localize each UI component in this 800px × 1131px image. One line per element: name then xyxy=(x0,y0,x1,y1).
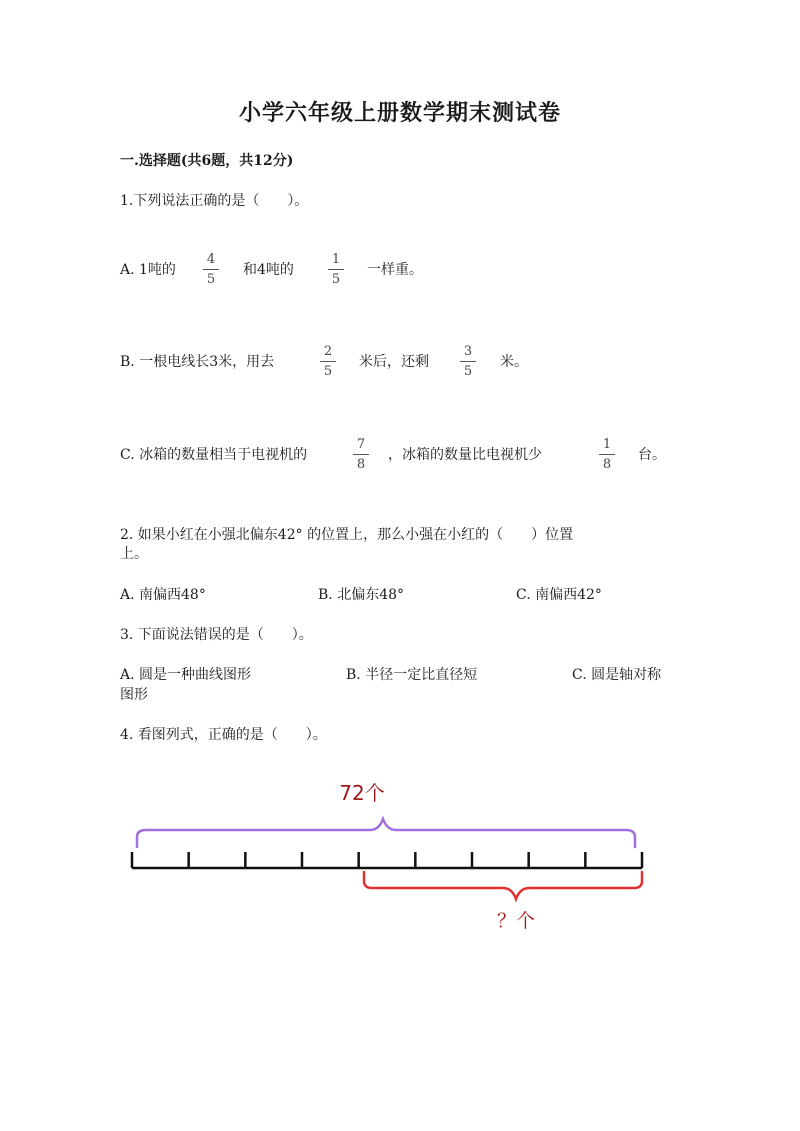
question-3-stem: 3. 下面说法错误的是（ ）。 xyxy=(120,627,313,643)
fraction-denominator: 5 xyxy=(323,364,333,379)
q1-option-c-text1: C. 冰箱的数量相当于电视机的 xyxy=(120,447,308,463)
q4-line-segment-figure xyxy=(120,770,660,940)
q1-option-b-text1: B. 一根电线长3米，用去 xyxy=(120,354,275,370)
fraction-denominator: 8 xyxy=(602,457,612,472)
fraction-numerator: 1 xyxy=(331,252,341,267)
fraction-denominator: 8 xyxy=(356,457,366,472)
q1-option-a-text2: 和4吨的 xyxy=(243,262,294,278)
page-title: 小学六年级上册数学期末测试卷 xyxy=(238,100,561,126)
fraction-denominator: 5 xyxy=(463,364,473,379)
q1-option-b-text2: 米后，还剩 xyxy=(359,354,429,370)
q1-option-c-fraction1 xyxy=(353,437,369,473)
q1-option-b-text3: 米。 xyxy=(500,354,528,370)
q1-option-a-text1: A. 1吨的 xyxy=(120,262,176,278)
question-2-stem-line1: 2. 如果小红在小强北偏东42° 的位置上，那么小强在小红的（ ）位置 xyxy=(120,527,574,543)
fraction-bar xyxy=(599,454,615,455)
fraction-bar xyxy=(353,454,369,455)
fraction-denominator: 5 xyxy=(331,272,341,287)
question-4-stem: 4. 看图列式，正确的是（ ）。 xyxy=(120,727,327,743)
q3-option-b: B. 半径一定比直径短 xyxy=(346,667,478,683)
total-brace xyxy=(137,819,635,847)
q3-option-c: C. 圆是轴对称 xyxy=(572,667,662,683)
q3-option-a-wrap: 图形 xyxy=(120,687,148,703)
q1-option-c-text3: 台。 xyxy=(638,447,666,463)
fraction-numerator: 4 xyxy=(206,252,216,267)
q1-option-a-fraction2 xyxy=(328,252,344,288)
q2-option-b: B. 北偏东48° xyxy=(318,587,405,603)
fraction-bar xyxy=(328,269,344,270)
fraction-bar xyxy=(320,361,336,362)
fraction-numerator: 1 xyxy=(602,437,612,452)
fraction-bar xyxy=(203,269,219,270)
fraction-numerator: 3 xyxy=(463,344,473,359)
q2-option-c: C. 南偏西42° xyxy=(516,587,602,603)
q1-option-c-fraction2 xyxy=(599,437,615,473)
q1-option-b-fraction2 xyxy=(460,344,476,380)
unknown-quantity-label: ？个 xyxy=(496,910,536,932)
total-quantity-label: 72个 xyxy=(339,781,385,805)
question-2-stem-line2: 上。 xyxy=(120,546,148,562)
q1-option-b-fraction1 xyxy=(320,344,336,380)
question-1-stem: 1.下列说法正确的是（ ）。 xyxy=(120,193,309,209)
fraction-numerator: 7 xyxy=(356,437,366,452)
q1-option-c-text2: ，冰箱的数量比电视机少 xyxy=(388,447,542,463)
q3-option-a: A. 圆是一种曲线图形 xyxy=(120,667,252,683)
segment-line xyxy=(132,852,642,868)
fraction-numerator: 2 xyxy=(323,344,333,359)
fraction-bar xyxy=(460,361,476,362)
section-heading: 一.选择题(共6题，共12分) xyxy=(120,153,294,169)
q1-option-a-fraction1 xyxy=(203,252,219,288)
q1-option-a-text3: 一样重。 xyxy=(367,262,423,278)
fraction-denominator: 5 xyxy=(206,272,216,287)
part-brace xyxy=(364,872,642,899)
q2-option-a: A. 南偏西48° xyxy=(120,587,206,603)
